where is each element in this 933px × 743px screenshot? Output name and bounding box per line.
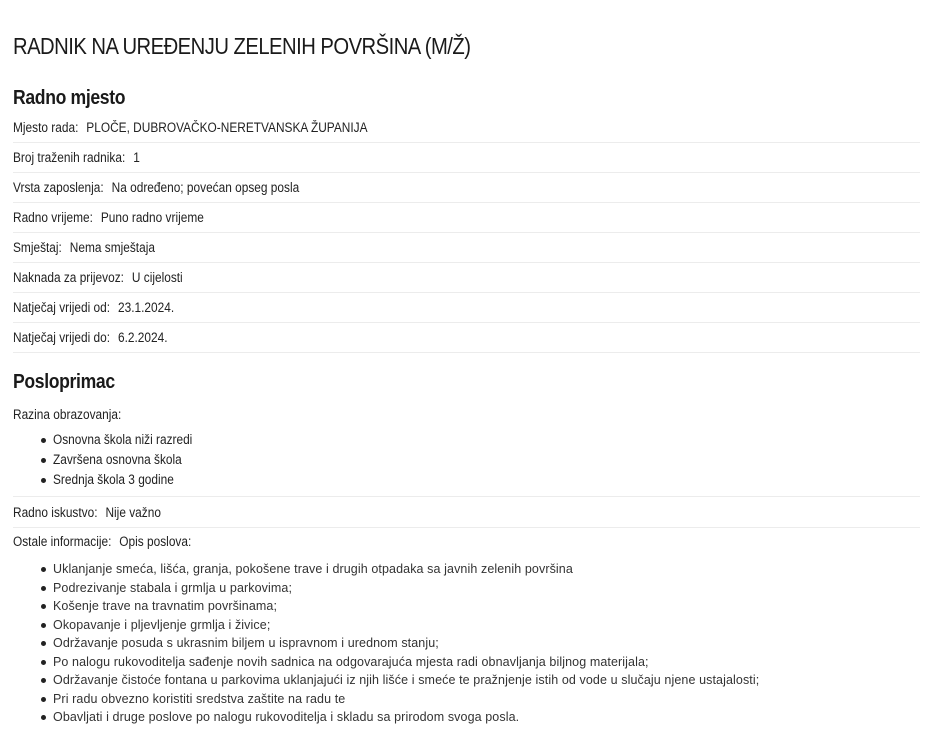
- list-item: Održavanje čistoće fontana u parkovima uklanjajući iz njih lišće i smeće te pražnjenje istih od vode u slučaju njene ustajalosti;: [53, 671, 920, 690]
- detail-value: Puno radno vrijeme: [100, 210, 204, 225]
- detail-value: Na određeno; povećan opseg posla: [111, 180, 300, 195]
- detail-label: Radno vrijeme:: [13, 210, 93, 225]
- detail-label: Natječaj vrijedi do:: [13, 330, 111, 345]
- job-title: RADNIK NA UREĐENJU ZELENIH POVRŠINA (M/Ž): [13, 33, 471, 59]
- detail-row-radno-vrijeme: [13, 203, 920, 233]
- section-heading-posloprimac: Posloprimac: [13, 371, 115, 393]
- detail-label: Radno iskustvo:: [13, 504, 98, 520]
- detail-row-naknada-prijevoz: [13, 263, 920, 293]
- detail-value: 1: [133, 150, 140, 165]
- detail-row-smjestaj: [13, 233, 920, 263]
- list-item: Srednja škola 3 godine: [53, 470, 920, 490]
- detail-value: Nije važno: [105, 504, 161, 520]
- detail-label: Natječaj vrijedi od:: [13, 300, 111, 315]
- list-item: Osnovna škola niži razredi: [53, 430, 920, 450]
- list-item: Pri radu obvezno koristiti sredstva zaštite na radu te: [53, 690, 920, 709]
- detail-row-vrijedi-do: [13, 323, 920, 353]
- detail-value: Nema smještaja: [69, 240, 155, 255]
- detail-value: 23.1.2024.: [117, 300, 175, 315]
- list-item: Okopavanje i pljevljenje grmlja i živice;: [53, 616, 920, 635]
- other-info-row: [13, 528, 920, 556]
- education-block: [13, 400, 920, 497]
- section-heading-radno-mjesto: Radno mjesto: [13, 87, 126, 109]
- detail-row-vrsta-zaposlenja: [13, 173, 920, 203]
- job-details-list: [13, 113, 920, 353]
- education-label: Razina obrazovanja:: [13, 407, 122, 422]
- detail-row-broj-radnika: [13, 143, 920, 173]
- detail-label: Ostale informacije:: [13, 534, 112, 549]
- detail-value: U cijelosti: [131, 270, 183, 285]
- list-item: Obavljati i druge poslove po nalogu rukovoditelja i skladu sa prirodom svoga posla.: [53, 708, 920, 727]
- detail-label: Naknada za prijevoz:: [13, 270, 124, 285]
- list-item: Po nalogu rukovoditelja sađenje novih sadnica na odgovarajuća mjesta radi obnavljanja biljnog materijala;: [53, 653, 920, 672]
- detail-value: 6.2.2024.: [117, 330, 168, 345]
- detail-label: Broj traženih radnika:: [13, 150, 126, 165]
- detail-value: Opis poslova:: [119, 534, 192, 549]
- detail-row-mjesto-rada: [13, 113, 920, 143]
- detail-label: Smještaj:: [13, 240, 62, 255]
- list-item: Održavanje posuda s ukrasnim biljem u ispravnom i urednom stanju;: [53, 634, 920, 653]
- detail-label: Mjesto rada:: [13, 120, 79, 135]
- list-item: Završena osnovna škola: [53, 450, 920, 470]
- list-item: Podrezivanje stabala i grmlja u parkovima;: [53, 579, 920, 598]
- list-item: Košenje trave na travnatim površinama;: [53, 597, 920, 616]
- detail-row-radno-iskustvo: [13, 497, 920, 528]
- detail-row-vrijedi-od: [13, 293, 920, 323]
- duties-list: [13, 556, 920, 727]
- education-list: [13, 430, 920, 496]
- detail-value: PLOČE, DUBROVAČKO-NERETVANSKA ŽUPANIJA: [86, 120, 368, 135]
- list-item: Uklanjanje smeća, lišća, granja, pokošene trave i drugih otpadaka sa javnih zelenih površina: [53, 560, 920, 579]
- detail-label: Vrsta zaposlenja:: [13, 180, 104, 195]
